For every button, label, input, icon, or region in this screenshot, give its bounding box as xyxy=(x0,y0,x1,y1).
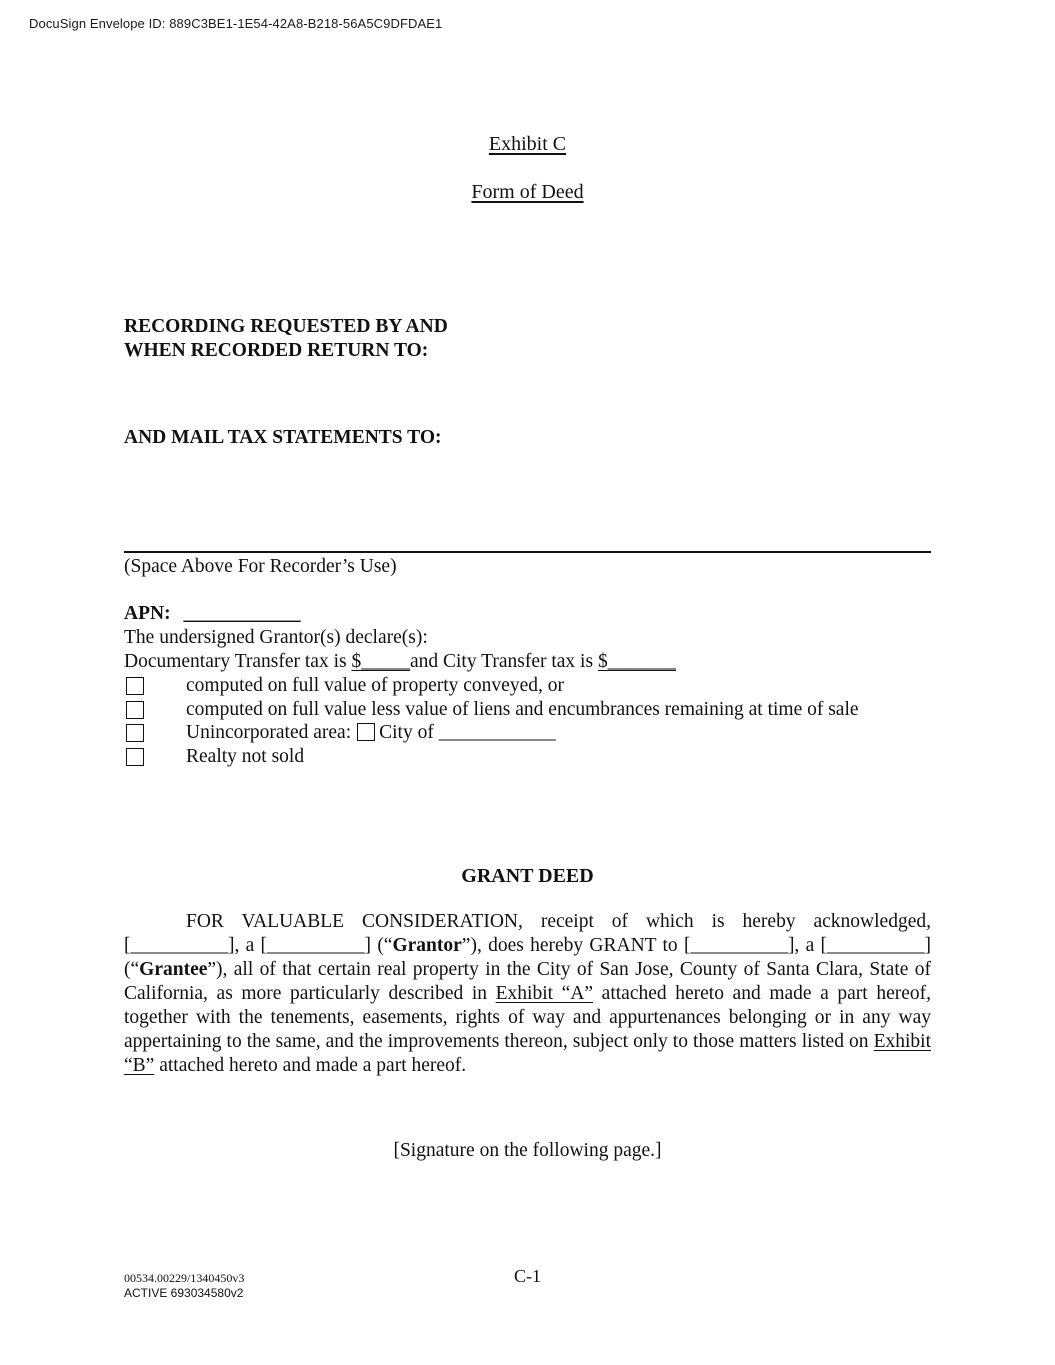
form-title: Form of Deed xyxy=(471,181,584,203)
apn-label: APN: xyxy=(124,603,171,624)
recording-requested-heading: RECORDING REQUESTED BY AND WHEN RECORDED RETURN TO: xyxy=(124,316,448,361)
grant-deed-title: GRANT DEED xyxy=(461,865,594,887)
exhibit-a-reference: Exhibit “A” xyxy=(495,983,594,1004)
grant-deed-body: FOR VALUABLE CONSIDERATION, receipt of which is hereby acknowledged, [__________], a [__________] (“Grantor”), does hereby GRANT to [__________], a [__________] (“Grantee”), all of that certain real property in the City of San Jose, County of Santa Clara, State of California, as more particularly described in Exhibit “A” attached hereto and made a part hereof, together with the tenements, easements, rights of way and appurtenances belonging or in any way appertaining to the same, and the improvements thereon, subject only to those matters listed on Exhibit “B” attached hereto and made a part hereof. xyxy=(124,911,932,1076)
page-number: C-1 xyxy=(514,1266,541,1286)
apn-blank: ____________ xyxy=(183,603,301,624)
mail-tax-heading: AND MAIL TAX STATEMENTS TO: xyxy=(124,427,442,448)
recorder-space-note: (Space Above For Recorder’s Use) xyxy=(124,556,397,577)
apn-line xyxy=(124,602,300,626)
signature-note: [Signature on the following page.] xyxy=(393,1140,662,1161)
checkbox-city-of[interactable] xyxy=(357,723,375,741)
city-transfer-amount: $_______ xyxy=(597,651,676,672)
envelope-id: DocuSign Envelope ID: 889C3BE1-1E54-42A8-B218-56A5C9DFDAE1 xyxy=(29,16,443,31)
checkbox-full-value[interactable] xyxy=(126,677,144,695)
recorder-divider xyxy=(124,551,931,553)
checkbox-less-liens[interactable] xyxy=(126,701,144,719)
doc-transfer-amount: $_____ xyxy=(351,651,410,672)
transfer-tax-line: Documentary Transfer tax is $_____and City Transfer tax is $_______ xyxy=(124,651,676,672)
footer-active-number: ACTIVE 693034580v2 xyxy=(124,1286,244,1300)
checkbox-unincorporated[interactable] xyxy=(126,724,144,742)
exhibit-title: Exhibit C xyxy=(488,133,567,155)
checkbox-realty-not-sold[interactable] xyxy=(126,748,144,766)
exhibit-b-reference: Exhibit “B” xyxy=(124,1031,931,1076)
footer-doc-number: 00534.00229/1340450v3 xyxy=(124,1271,245,1285)
declare-line: The undersigned Grantor(s) declare(s): xyxy=(124,627,428,648)
